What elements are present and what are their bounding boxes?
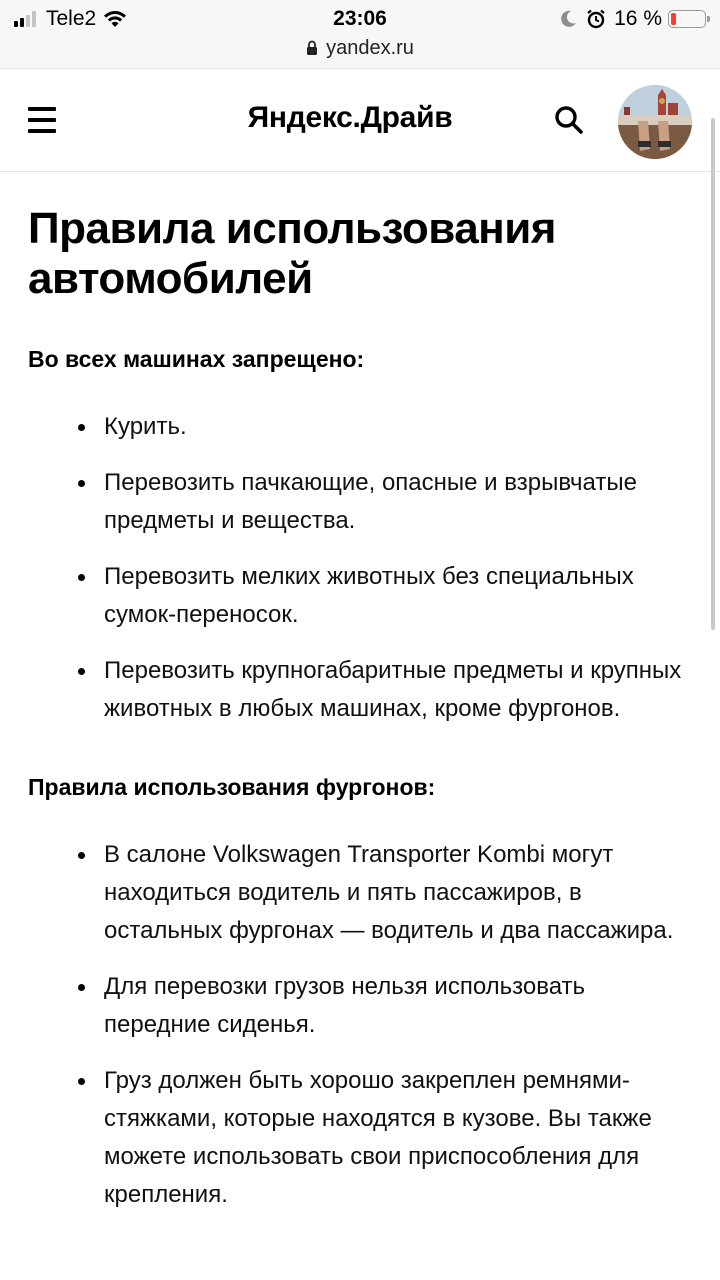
battery-percent: 16 % <box>614 7 662 30</box>
article-content <box>28 204 698 1232</box>
prohibited-list <box>28 408 698 728</box>
battery-fill <box>671 13 676 25</box>
status-right <box>558 6 706 32</box>
list-item: В салоне Volkswagen Transporter Kombi могут находиться водитель и пять пассажиров, в остальных фургонах — водитель и два пассажира. <box>28 836 698 950</box>
do-not-disturb-moon-icon <box>558 9 578 29</box>
status-bar <box>0 0 720 68</box>
user-avatar[interactable] <box>618 85 692 159</box>
lock-icon <box>306 40 318 56</box>
alarm-icon <box>586 9 606 29</box>
van-rules-list <box>28 836 698 1214</box>
list-item: Для перевозки грузов нельзя использовать передние сиденья. <box>28 968 698 1044</box>
carrier-name: Tele2 <box>46 7 97 30</box>
list-item: Груз должен быть хорошо закреплен ремнями-стяжками, которые находятся в кузове. Вы также можете использовать свои приспособления для крепления. <box>28 1062 698 1214</box>
site-brand[interactable]: Яндекс.Драйв <box>247 101 453 134</box>
section-heading-prohibited: Во всех машинах запрещено: <box>28 346 365 372</box>
section-heading-vans: Правила использования фургонов: <box>28 774 436 800</box>
list-item: Перевозить крупногабаритные предметы и крупных животных в любых машинах, кроме фургонов. <box>28 652 698 728</box>
clock: 23:06 <box>333 7 387 30</box>
address-bar[interactable] <box>0 34 720 62</box>
list-item: Перевозить пачкающие, опасные и взрывчатые предметы и вещества. <box>28 464 698 540</box>
search-icon[interactable] <box>554 105 584 135</box>
battery-icon <box>668 10 706 28</box>
site-header <box>0 68 720 172</box>
avatar-photo-icon <box>618 85 692 159</box>
page-scrollbar[interactable] <box>711 118 715 630</box>
list-item: Курить. <box>28 408 698 446</box>
url-text: yandex.ru <box>326 36 414 59</box>
page-title: Правила использования автомобилей <box>28 204 556 303</box>
list-item: Перевозить мелких животных без специальных сумок-переносок. <box>28 558 698 634</box>
